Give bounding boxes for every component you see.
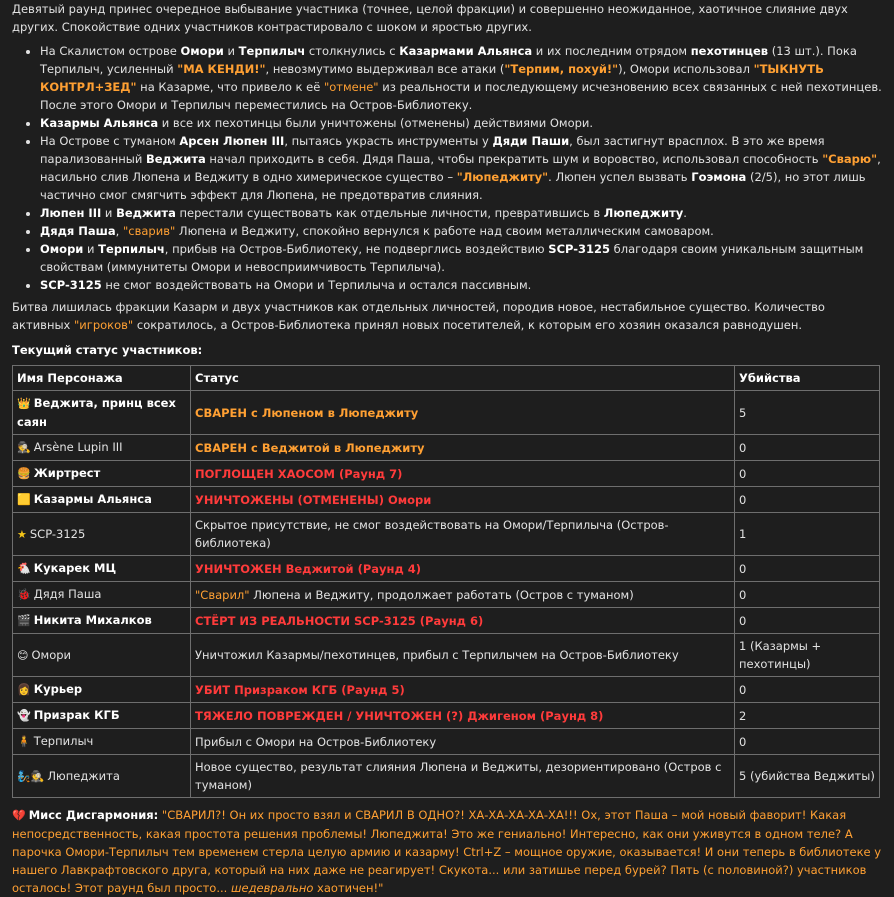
bug-icon: 🐞 — [17, 588, 31, 601]
status-cell: ПОГЛОЩЕН ХАОСОМ (Раунд 7) — [191, 461, 735, 487]
table-row — [13, 677, 880, 703]
standing-person-icon: 🧍 — [17, 735, 31, 748]
character-cell: 🐔 Кукарек МЦ — [13, 556, 191, 582]
crown-icon: 👑 — [17, 397, 31, 410]
status-cell: СВАРЕН с Люпеном в Люпеджиту — [191, 391, 735, 435]
status-table — [12, 365, 880, 798]
star-icon: ★ — [17, 527, 27, 541]
kills-cell: 0 — [735, 435, 880, 461]
table-row — [13, 634, 880, 677]
kills-cell: 5 — [735, 391, 880, 435]
character-cell: 👩 Курьер — [13, 677, 191, 703]
courier-icon: 👩 — [17, 683, 31, 696]
burger-icon: 🍔 — [17, 467, 31, 480]
character-cell: 🐞 Дядя Паша — [13, 582, 191, 608]
status-cell: СТЁРТ ИЗ РЕАЛЬНОСТИ SCP-3125 (Раунд 6) — [191, 608, 735, 634]
host-comment: 💔 Мисс Дисгармония: "СВАРИЛ?! Он их просто взял и СВАРИЛ В ОДНО?! ХА-ХА-ХА-ХА-ХА!!! Ох, этот Паша – мой новый фаворит! Какая непосредственность, какая простота решения проблемы! Люпеджита! Это же гениально! Интересно, как они уживутся в одном теле? А парочка Омори-Терпилыч тем временем стерла целую армию и казарму! Ctrl+Z – мощное оружие, оказывается! И они теперь в библиотеке у нашего Лавкрафтовского друга, который на них даже не реагирует! Скукота... или затишье перед бурей? Пять (с половиной?) участников осталось! Этот раунд был просто... шедеврально хаотичен!" — [12, 808, 882, 895]
character-cell: 🧞🕵 Люпеджита — [13, 755, 191, 798]
status-heading: Текущий статус участников: — [12, 343, 203, 357]
host-name: Мисс Дисгармония: — [28, 808, 159, 822]
character-cell: 🎬 Никита Михалков — [13, 608, 191, 634]
status-cell: СВАРЕН с Веджитой в Люпеджиту — [191, 435, 735, 461]
kills-cell: 1 — [735, 513, 880, 556]
ghost-icon: 👻 — [17, 709, 31, 722]
character-cell: 🟨 Казармы Альянса — [13, 487, 191, 513]
status-cell: Прибыл с Омори на Остров-Библиотеку — [191, 729, 735, 755]
status-cell: ТЯЖЕЛО ПОВРЕЖДЕН / УНИЧТОЖЕН (?) Джигеном (Раунд 8) — [191, 703, 735, 729]
table-row — [13, 755, 880, 798]
kills-cell: 0 — [735, 677, 880, 703]
status-cell: УНИЧТОЖЕН Веджитой (Раунд 4) — [191, 556, 735, 582]
kills-cell: 2 — [735, 703, 880, 729]
smiley-icon: 😊 — [17, 648, 29, 662]
list-item: • На Скалистом острове Омори и Терпилыч столкнулись с Казармами Альянса и их последним отрядом пехотинцев (13 шт.). Пока Терпилыч, усиленный "МА КЕНДИ!", невозмутимо выдерживал все атаки ("Терпим, похуй!"), Омори использовал "ТЫКНУТЬ КОНТРЛ+ЗЕД" на Казарме, что привело к её "отмене" из реальности и последующему исчезновению всех связанных с ней пехотинцев. После этого Омори и Терпилыч переместились на Остров-Библиотеку. — [40, 42, 882, 114]
kills-cell: 0 — [735, 608, 880, 634]
table-row — [13, 608, 880, 634]
character-cell: 👑 Веджита, принц всех саян — [13, 391, 191, 435]
status-cell: Уничтожил Казармы/пехотинцев, прибыл с Терпилычем на Остров-Библиотеку — [191, 634, 735, 677]
list-item: • Люпен III и Веджита перестали существовать как отдельные личности, превратившись в Люпеджиту. — [40, 204, 882, 222]
table-row — [13, 391, 880, 435]
table-row — [13, 513, 880, 556]
chicken-icon: 🐔 — [17, 562, 31, 575]
kills-cell: 0 — [735, 461, 880, 487]
detective-icon: 🕵 — [17, 441, 31, 454]
table-row — [13, 556, 880, 582]
broken-heart-icon: 💔 — [12, 809, 26, 822]
list-item: • Омори и Терпилыч, прибыв на Остров-Библиотеку, не подверглись воздействию SCP-3125 благодаря своим уникальным защитным свойствам (иммунитеты Омори и невосприимчивость Терпилыча). — [40, 240, 882, 276]
list-item: • Дядя Паша, "сварив" Люпена и Веджиту, спокойно вернулся к работе над своим металлическим самоваром. — [40, 222, 882, 240]
list-item: • Казармы Альянса и все их пехотинцы были уничтожены (отменены) действиями Омори. — [40, 114, 882, 132]
table-row — [13, 582, 880, 608]
character-cell: 🕵 Arsène Lupin III — [13, 435, 191, 461]
kills-cell: 0 — [735, 556, 880, 582]
status-cell: УНИЧТОЖЕНЫ (ОТМЕНЕНЫ) Омори — [191, 487, 735, 513]
status-cell: УБИТ Призраком КГБ (Раунд 5) — [191, 677, 735, 703]
kills-cell: 0 — [735, 729, 880, 755]
character-cell: ★ SCP-3125 — [13, 513, 191, 556]
table-row — [13, 461, 880, 487]
character-cell: 😊 Омори — [13, 634, 191, 677]
table-row — [13, 729, 880, 755]
clapperboard-icon: 🎬 — [17, 614, 31, 627]
column-header-status: Статус — [191, 366, 735, 391]
table-header-row — [13, 366, 880, 391]
list-item: • SCP-3125 не смог воздействовать на Омори и Терпилыча и остался пассивным. — [40, 276, 882, 294]
status-cell: "Сварил" Люпена и Веджиту, продолжает работать (Остров с туманом) — [191, 582, 735, 608]
table-row — [13, 487, 880, 513]
status-cell: Скрытое присутствие, не смог воздействовать на Омори/Терпилыча (Остров-библиотека) — [191, 513, 735, 556]
column-header-kills: Убийства — [735, 366, 880, 391]
kills-cell: 0 — [735, 582, 880, 608]
list-item: • На Острове с туманом Арсен Люпен III, пытаясь украсть инструменты у Дяди Паши, был застигнут врасплох. В это же время парализованный Веджита начал приходить в себя. Дядя Паша, чтобы прекратить шум и воровство, использовал способность "Сварю", насильно слив Люпена и Веджиту в одно химерическое существо – "Люпеджиту". Люпен успел вызвать Гоэмона (2/5), но этот лишь частично смог смягчить эффект для Люпена, не предотвратив слияния. — [40, 132, 882, 204]
fusion-icon: 🧞🕵 — [17, 769, 45, 783]
column-header-name: Имя Персонажа — [13, 366, 191, 391]
summary-paragraph: Битва лишилась фракции Казарм и двух участников как отдельных личностей, породив новое, нестабильное существо. Количество активных "игроков" сократилось, а Остров-Библиотека принял новых посетителей, к которым его хозяин оказался равнодушен. — [12, 300, 825, 332]
character-cell: 👻 Призрак КГБ — [13, 703, 191, 729]
character-cell: 🧍 Терпилыч — [13, 729, 191, 755]
kills-cell: 1 (Казармы + пехотинцы) — [735, 634, 880, 677]
table-row — [13, 703, 880, 729]
status-cell: Новое существо, результат слияния Люпена и Веджиты, дезориентировано (Остров с туманом) — [191, 755, 735, 798]
intro-paragraph: Девятый раунд принес очередное выбывание участника (точнее, целой фракции) и совершенно неожиданное, хаотичное слияние двух других. Спокойствие одних участников контрастировало с шоком и яростью других. — [12, 2, 848, 34]
yellow-square-icon: 🟨 — [17, 493, 31, 506]
table-row — [13, 435, 880, 461]
kills-cell: 0 — [735, 487, 880, 513]
character-cell: 🍔 Жиртрест — [13, 461, 191, 487]
events-list — [12, 42, 882, 294]
kills-cell: 5 (убийства Веджиты) — [735, 755, 880, 798]
